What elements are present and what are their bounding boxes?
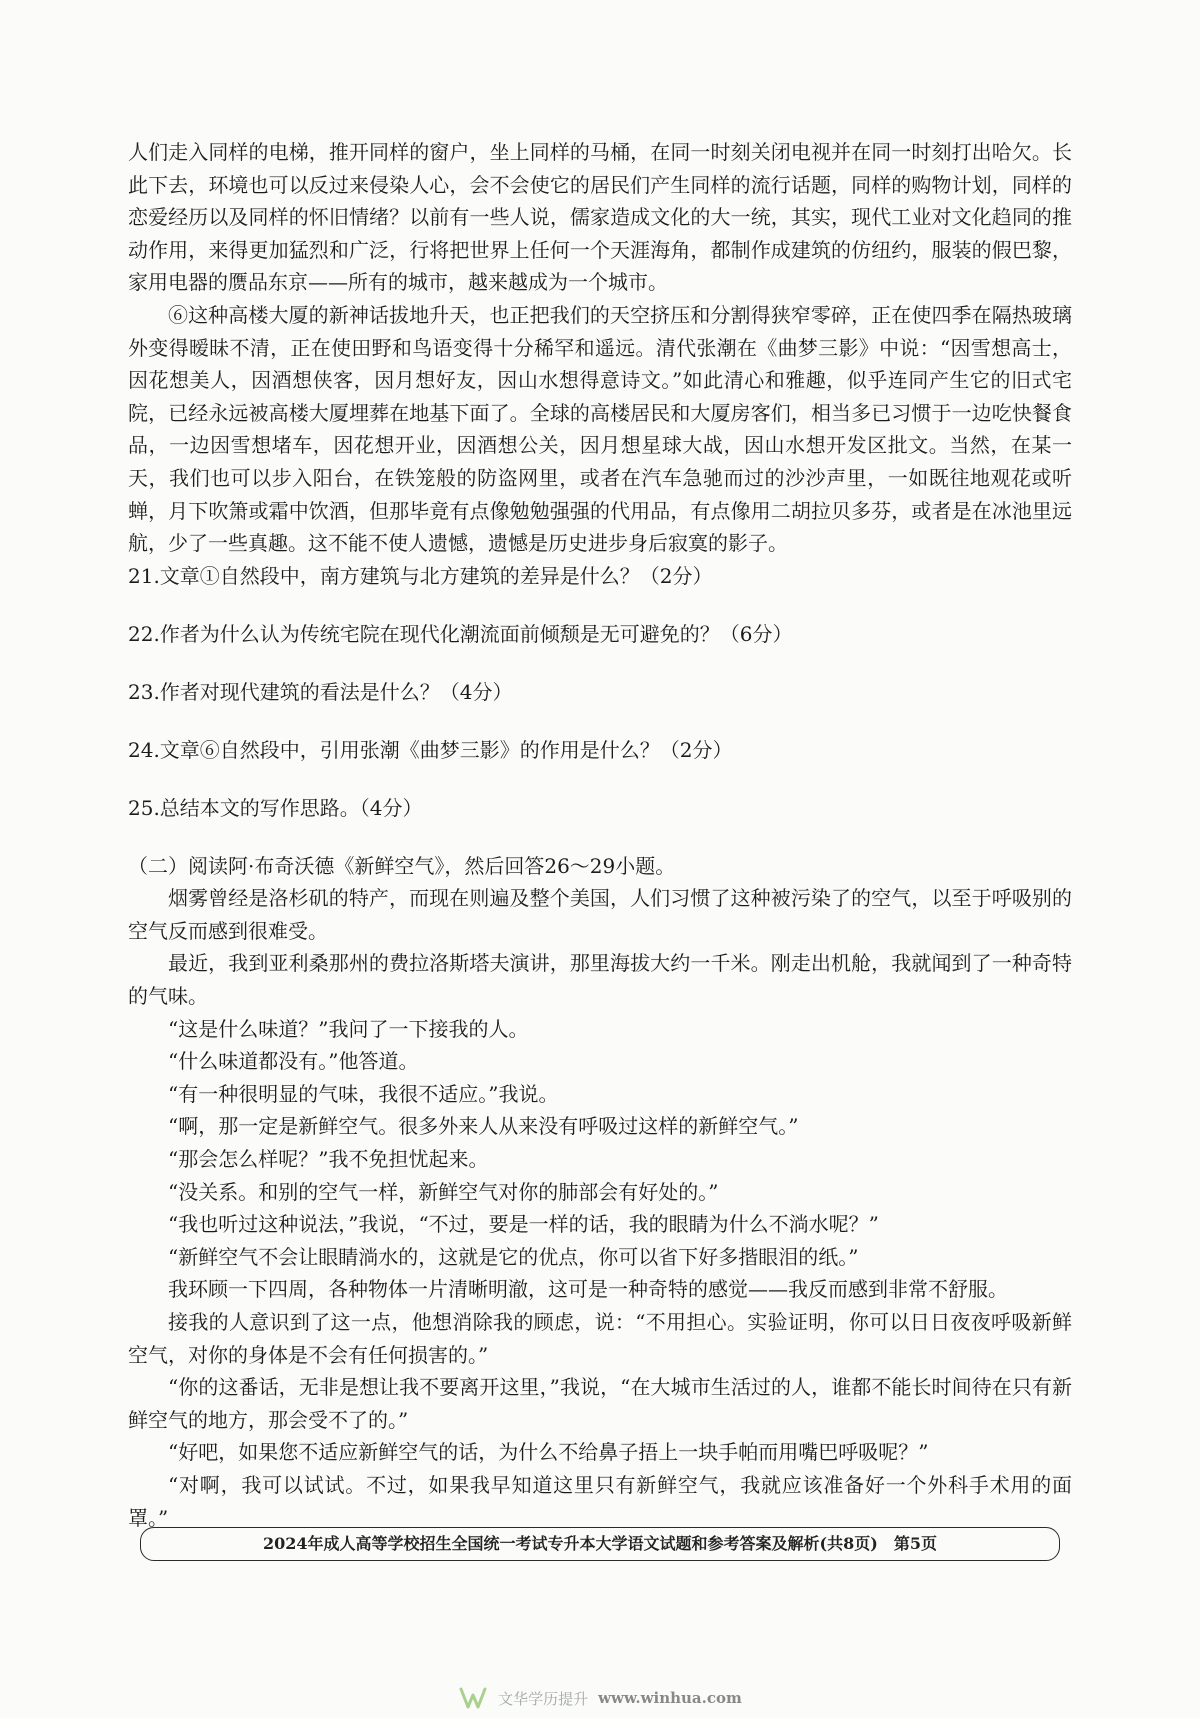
question-22: 22.作者为什么认为传统宅院在现代化潮流面前倾颓是无可避免的？（6分） xyxy=(128,621,793,646)
question-23: 23.作者对现代建筑的看法是什么？（4分） xyxy=(128,679,513,704)
watermark-url[interactable]: www.winhua.com xyxy=(598,1689,742,1707)
passage2-paragraph: “没关系。和别的空气一样，新鲜空气对你的肺部会有好处的。” xyxy=(168,1179,719,1204)
passage2-paragraph: “这是什么味道？”我问了一下接我的人。 xyxy=(168,1016,529,1041)
page-content xyxy=(128,136,1072,1534)
question-25: 25.总结本文的写作思路。（4分） xyxy=(128,796,423,821)
watermark-name: 文华学历提升 xyxy=(498,1689,589,1708)
page-footer: 2024年成人高等学校招生全国统一考试专升本大学语文试题和参考答案及解析(共8页) 第5页 xyxy=(140,1527,1060,1561)
section-2-title: （二）阅读阿·布奇沃德《新鲜空气》，然后回答26～29小题。 xyxy=(128,853,676,878)
passage2-paragraph: “什么味道都没有。”他答道。 xyxy=(168,1049,419,1074)
passage2-paragraph: 我环顾一下四周，各种物体一片清晰明澈，这可是一种奇特的感觉——我反而感到非常不舒服。 xyxy=(168,1277,1008,1302)
passage2-paragraph: “你的这番话，无非是想让我不要离开这里，”我说，“在大城市生活过的人，谁都不能长时间待在只有新鲜空气的地方，那会受不了的。” xyxy=(128,1375,1072,1432)
passage2-paragraph: “新鲜空气不会让眼睛淌水的，这就是它的优点，你可以省下好多揩眼泪的纸。” xyxy=(168,1244,859,1269)
question-21: 21.文章①自然段中，南方建筑与北方建筑的差异是什么？（2分） xyxy=(128,563,713,588)
passage2-paragraph: “那会怎么样呢？”我不免担忧起来。 xyxy=(168,1147,489,1172)
passage2-paragraph: “对啊，我可以试试。不过，如果我早知道这里只有新鲜空气，我就应该准备好一个外科手术用的面罩。” xyxy=(128,1472,1072,1530)
passage2-paragraph: “啊，那一定是新鲜空气。很多外来人从来没有呼吸过这样的新鲜空气。” xyxy=(168,1114,799,1139)
winhua-logo-icon xyxy=(458,1683,488,1713)
passage2-paragraph: 接我的人意识到了这一点，他想消除我的顾虑，说：“不用担心。实验证明，你可以日日夜夜呼吸新鲜空气，对你的身体是不会有任何损害的。” xyxy=(128,1310,1072,1367)
passage2-paragraph: “我也听过这种说法，”我说，“不过，要是一样的话，我的眼睛为什么不淌水呢？” xyxy=(168,1212,879,1237)
passage2-paragraph: 最近，我到亚利桑那州的费拉洛斯塔夫演讲，那里海拔大约一千米。刚走出机舱，我就闻到了一种奇特的气味。 xyxy=(128,951,1072,1009)
question-24: 24.文章⑥自然段中，引用张潮《曲梦三影》的作用是什么？（2分） xyxy=(128,738,733,762)
passage-paragraph-continuation: 人们走入同样的电梯，推开同样的窗户，坐上同样的马桶，在同一时刻关闭电视并在同一时刻打出哈欠。长此下去，环境也可以反过来侵染人心，会不会使它的居民们产生同样的流行话题，同样的购物计划，同样的恋爱经历以及同样的怀旧情绪？以前有一些人说，儒家造成文化的大一统，其实，现代工业对文化趋同的推动作用，来得更加猛烈和广泛，行将把世界上任何一个天涯海角，都制作成建筑的仿纽约，服装的假巴黎，家用电器的赝品东京——所有的城市，越来越成为一个城市。 xyxy=(128,140,1072,295)
passage2-paragraph: 烟雾曾经是洛杉矶的特产，而现在则遍及整个美国，人们习惯了这种被污染了的空气，以至于呼吸别的空气反而感到很难受。 xyxy=(128,886,1072,943)
watermark xyxy=(0,1678,1200,1718)
passage2-paragraph: “好吧，如果您不适应新鲜空气的话，为什么不给鼻子捂上一块手帕而用嘴巴呼吸呢？” xyxy=(168,1440,929,1465)
passage-paragraph-6: ⑥这种高楼大厦的新神话拔地升天，也正把我们的天空挤压和分割得狭窄零碎，正在使四季在隔热玻璃外变得暧昧不清，正在使田野和鸟语变得十分稀罕和遥远。清代张潮在《曲梦三影》中说：“因雪想高士，因花想美人，因酒想侠客，因月想好友，因山水想得意诗文。”如此清心和雅趣，似乎连同产生它的旧式宅院，已经永远被高楼大厦埋葬在地基下面了。全球的高楼居民和大厦房客们，相当多已习惯于一边吃快餐食品，一边因雪想堵车，因花想开业，因酒想公关，因月想星球大战，因山水想开发区批文。当然，在某一天，我们也可以步入阳台，在铁笼般的防盗网里，或者在汽车急驰而过的沙沙声里，一如既往地观花或听蝉，月下吹箫或霜中饮酒，但那毕竟有点像勉勉强强的代用品，有点像用二胡拉贝多芬，或者是在冰池里远航，少了一些真趣。这不能不使人遗憾，遗憾是历史进步身后寂寞的影子。 xyxy=(128,302,1072,556)
passage2-paragraph: “有一种很明显的气味，我很不适应。”我说。 xyxy=(168,1081,559,1106)
